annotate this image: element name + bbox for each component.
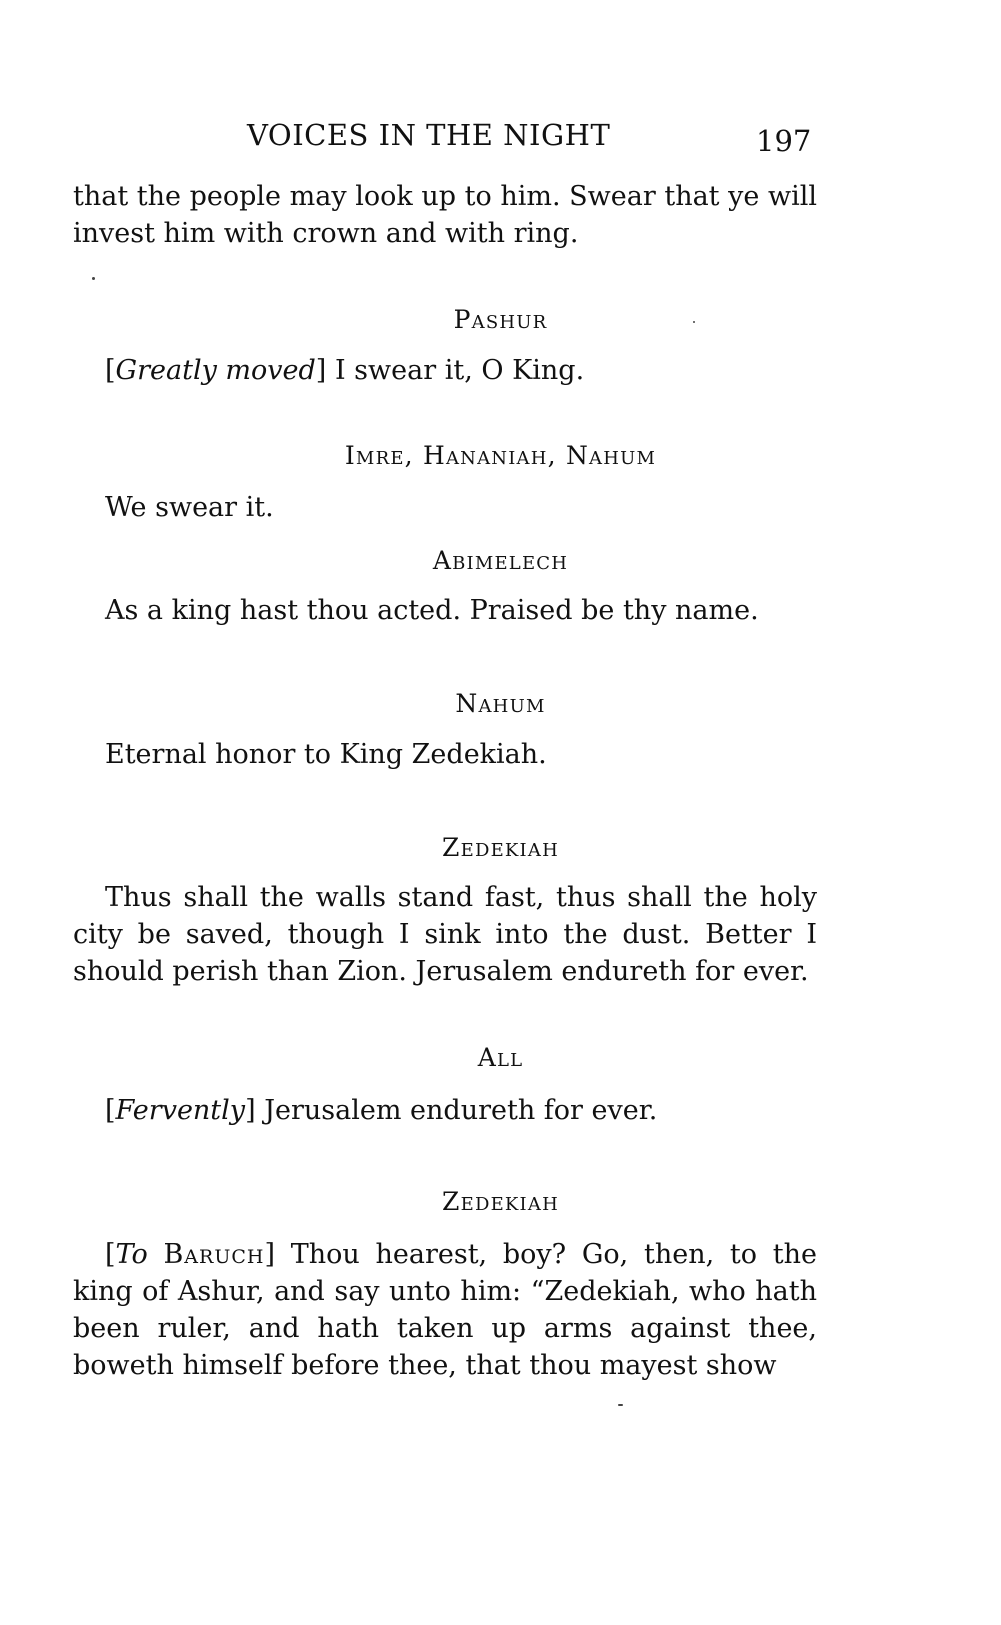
ink-speck <box>618 1404 623 1406</box>
speech-text: I swear it, O King. <box>334 355 585 386</box>
stage-direction: [Greatly moved] <box>105 355 327 386</box>
speech-line <box>105 352 584 389</box>
speech-text: Eternal honor to King Zedekiah. <box>105 739 547 770</box>
speaker-name: Pashur <box>453 305 548 334</box>
stage-direction-name: Baruch <box>163 1239 265 1270</box>
speech-text: We swear it. <box>105 492 274 523</box>
opening-paragraph: that the people may look up to him. Swear that ye will invest him with crown and with ring. <box>73 181 817 249</box>
speech-line <box>105 1092 657 1129</box>
speech-text: Thus shall the walls stand fast, thus shall the holy city be saved, though I sink into the dust. Better I should perish than Zion. Jerusalem endureth for ever. <box>73 882 817 987</box>
speaker-name: Zedekiah <box>442 833 559 862</box>
speech-paragraph: [To Baruch] Thou hearest, boy? Go, then, to the king of Ashur, and say unto him: “Zedekiah, who hath been ruler, and hath taken up arms against thee, boweth himself before thee, that thou mayest show <box>73 1239 817 1381</box>
page-number: 197 <box>756 124 812 158</box>
speaker-name: All <box>477 1043 524 1072</box>
speaker-name: Zedekiah <box>442 1187 559 1216</box>
speaker-name: Nahum <box>455 689 546 718</box>
stage-direction: To <box>115 1239 148 1270</box>
speech-text: As a king hast thou acted. Praised be thy name. <box>105 595 759 626</box>
speaker-name: Abimelech <box>432 546 569 575</box>
running-title: VOICES IN THE NIGHT <box>247 118 611 152</box>
stage-direction: [Fervently] <box>105 1095 256 1126</box>
speech-text: Thou hearest, boy? Go, then, to the king of Ashur, and say unto him: “Zedekiah, who hath been ruler, and hath taken up arms against thee, boweth himself before thee, that thou mayest show <box>73 1239 817 1381</box>
speaker-name: Imre, Hananiah, Nahum <box>344 441 657 470</box>
ink-speck <box>92 277 95 280</box>
speech-text: Jerusalem endureth for ever. <box>264 1095 658 1126</box>
